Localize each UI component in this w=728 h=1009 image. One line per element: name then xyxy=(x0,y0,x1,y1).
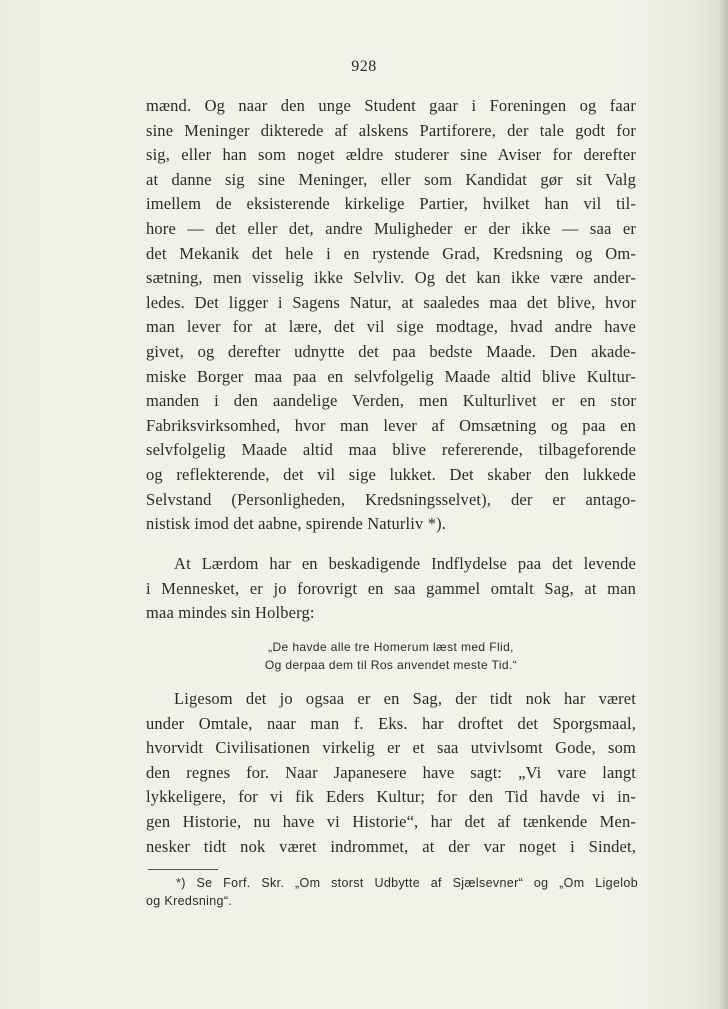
text-line: selvfolgelig Maade altid maa blive refererende, tilbageforende xyxy=(146,440,636,460)
text-line: manden i den aandelige Verden, men Kulturlivet er en stor xyxy=(146,391,636,411)
text-line: det Mekanik det hele i en rystende Grad, Kredsning og Om- xyxy=(146,243,636,263)
text-line: sig, eller han som noget ældre studerer sine Aviser for derefter xyxy=(146,145,636,165)
text-line: gen Historie, nu have vi Historie“, har det af tænkende Men- xyxy=(146,811,636,831)
text-line: mænd. Og naar den unge Student gaar i Foreningen og faar xyxy=(146,96,636,115)
text-line: imellem de eksisterende kirkelige Partier, hvilket han vil til- xyxy=(146,194,636,214)
text-line: Selvstand (Personligheden, Kredsningsselvet), der er antago- xyxy=(146,489,636,509)
text-line: den regnes for. Naar Japanesere have sagt: „Vi vare langt xyxy=(146,762,636,782)
text-line: givet, og derefter udnytte det paa bedste Maade. Den akade- xyxy=(146,341,636,361)
text-line: sætning, men visselig ikke Selvliv. Og det kan ikke være ander- xyxy=(146,268,636,288)
text-line: hvorvidt Civilisationen virkelig er et saa utvivlsomt Gode, som xyxy=(146,738,636,758)
text-line: Ligesom det jo ogsaa er en Sag, der tidt nok har været xyxy=(174,689,636,708)
text-line: man lever for at lære, det vil sige modtage, hvad andre have xyxy=(146,317,636,337)
footnote-line: og Kredsning“. xyxy=(146,894,233,908)
text-line: maa mindes sin Holberg: xyxy=(146,603,315,623)
footnote xyxy=(146,874,638,910)
footnote-line: *) Se Forf. Skr. „Om storst Udbytte af Sjælsevner“ og „Om Ligelob xyxy=(176,876,638,890)
paragraph-2 xyxy=(146,552,636,626)
text-line: i Mennesket, er jo forovrigt en saa gammel omtalt Sag, at man xyxy=(146,578,636,598)
text-line: Fabriksvirksomhed, hvor man lever af Omsætning og paa en xyxy=(146,415,636,435)
paragraph-3 xyxy=(146,687,636,859)
verse-line: Og derpaa dem til Ros anvendet meste Tid.“ xyxy=(264,658,518,672)
text-line: sine Meninger dikterede af alskens Partiforere, der tale godt for xyxy=(146,120,636,140)
text-line: At Lærdom har en beskadigende Indflydelse paa det levende xyxy=(174,554,636,573)
text-line: hore — det eller det, andre Muligheder er der ikke — saa er xyxy=(146,218,636,238)
text-line: og reflekterende, det vil sige lukket. Det skaber den lukkede xyxy=(146,464,636,484)
footnote-divider xyxy=(148,869,218,870)
verse-line: „De havde alle tre Homerum læst med Flid, xyxy=(268,640,514,654)
text-line: nesker tidt nok været indrommet, at der var noget i Sindet, xyxy=(146,836,636,856)
text-line: miske Borger maa paa en selvfolgelig Maade altid blive Kultur- xyxy=(146,366,636,386)
text-line: under Omtale, naar man f. Eks. har droftet det Sporgsmaal, xyxy=(146,713,636,733)
text-line: nistisk imod det aabne, spirende Naturliv *). xyxy=(146,514,447,534)
paragraph-1 xyxy=(146,94,636,537)
text-line: lykkeligere, for vi fik Eders Kultur; for den Tid havde vi in- xyxy=(146,787,636,807)
page-number: 928 xyxy=(351,58,377,75)
text-line: ledes. Det ligger i Sagens Natur, at saaledes maa det blive, hvor xyxy=(146,292,636,312)
page-edge-shadow xyxy=(718,0,728,1009)
verse-quote xyxy=(146,638,636,674)
text-line: at danne sig sine Meninger, eller som Kandidat gør sit Valg xyxy=(146,169,636,189)
